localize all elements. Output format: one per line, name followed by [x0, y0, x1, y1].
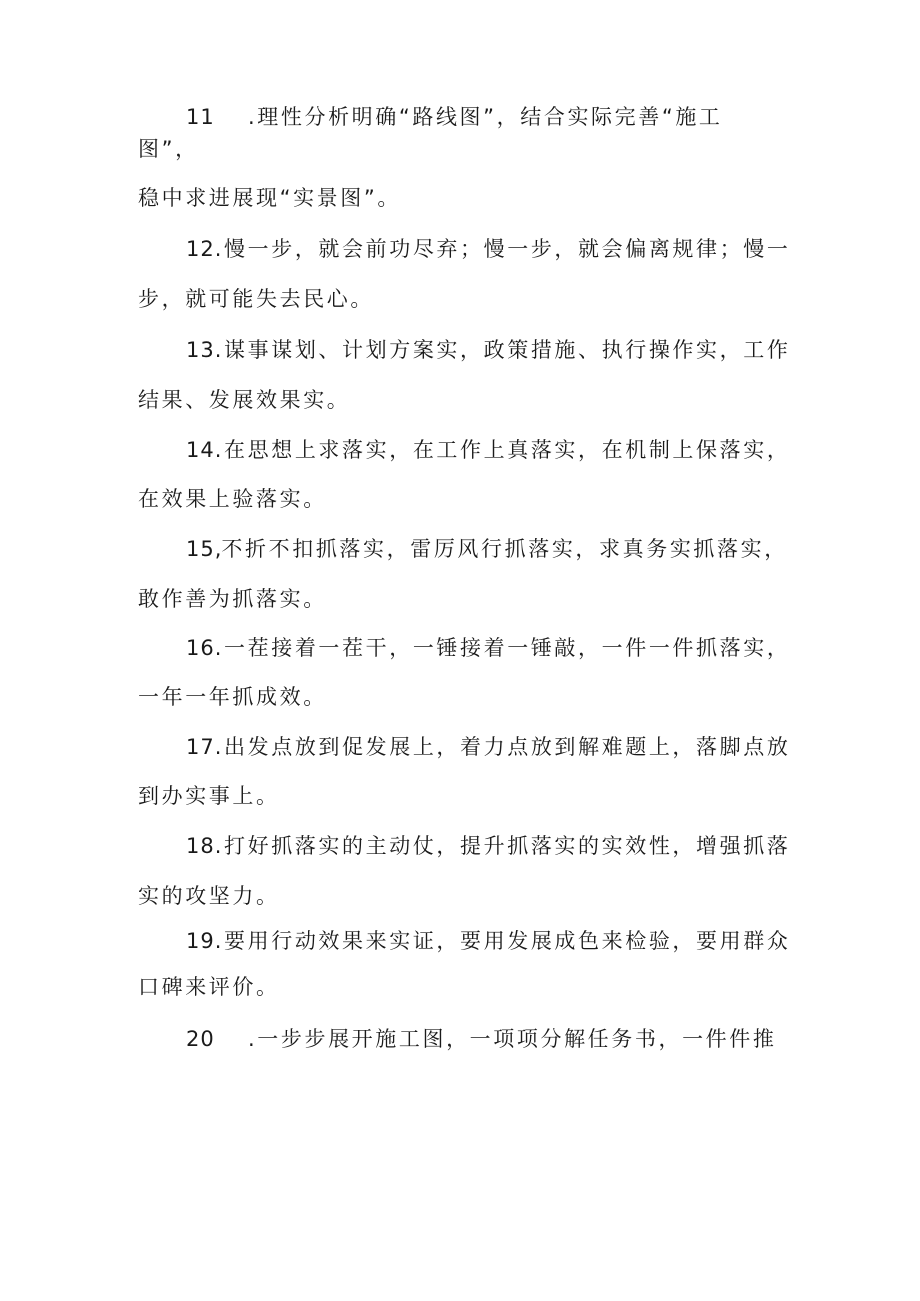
item-14-line-1	[186, 437, 790, 463]
item-separator: .	[214, 834, 225, 858]
item-number: 14	[186, 438, 215, 462]
item-12-line-1	[186, 236, 790, 262]
item-separator: .	[214, 636, 225, 660]
item-13-line-2: 结果、发展效果实。	[138, 388, 351, 412]
item-13-line-1	[186, 337, 790, 363]
item-text: 一步步展开施工图，一项项分解任务书，一件件推	[257, 1027, 777, 1051]
item-11-line-3: 稳中求进展现“实景图”。	[138, 186, 401, 210]
item-separator: .	[248, 1027, 258, 1051]
item-number: 20	[186, 1027, 215, 1051]
item-separator: .	[214, 438, 225, 462]
item-text: 理性分析明确“路线图”，结合实际完善“施工	[257, 105, 723, 129]
item-15-line-1	[186, 536, 788, 562]
item-text: 慢一步，就会前功尽弃；慢一步，就会偏离规律；慢一	[224, 237, 791, 261]
item-number: 16	[186, 636, 215, 660]
item-12-line-2: 步，就可能失去民心。	[138, 287, 374, 311]
item-15-line-2: 敢作善为抓落实。	[138, 587, 327, 611]
item-text: 谋事谋划、计划方案实，政策措施、执行操作实，工作	[224, 338, 791, 362]
item-text: 要用行动效果来实证，要用发展成色来检验，要用群众	[224, 929, 791, 953]
item-number: 12	[186, 237, 215, 261]
item-number: 19	[186, 929, 215, 953]
item-11-line-1	[186, 104, 723, 130]
item-16-line-1	[186, 635, 790, 661]
item-text: 不折不扣抓落实，雷厉风行抓落实，求真务实抓落实，	[221, 537, 788, 561]
item-text: 在思想上求落实，在工作上真落实，在机制上保落实，	[224, 438, 791, 462]
item-16-line-2: 一年一年抓成效。	[138, 685, 327, 709]
item-separator: .	[214, 735, 225, 759]
item-number: 18	[186, 834, 215, 858]
item-20-line-1	[186, 1026, 776, 1052]
item-number: 11	[186, 105, 215, 129]
item-separator: .	[214, 338, 225, 362]
item-text: 出发点放到促发展上，着力点放到解难题上，落脚点放	[224, 735, 791, 759]
item-separator: .	[248, 105, 258, 129]
item-text: 打好抓落实的主动仗，提升抓落实的实效性，增强抓落	[224, 834, 791, 858]
item-14-line-2: 在效果上验落实。	[138, 487, 327, 511]
item-17-line-1	[186, 734, 790, 760]
item-18-line-1	[186, 833, 790, 859]
item-11-line-2: 图”，	[138, 137, 199, 161]
item-text: 一茬接着一茬干，一锤接着一锤敲，一件一件抓落实，	[224, 636, 791, 660]
item-separator: .	[214, 929, 225, 953]
item-separator: ,	[214, 537, 222, 561]
item-18-line-2: 实的攻坚力。	[138, 884, 280, 908]
item-number: 15	[186, 537, 215, 561]
item-number: 17	[186, 735, 215, 759]
item-19-line-2: 口碑来评价。	[138, 975, 280, 999]
item-17-line-2: 到办实事上。	[138, 784, 280, 808]
item-19-line-1	[186, 928, 790, 954]
item-separator: .	[214, 237, 225, 261]
item-number: 13	[186, 338, 215, 362]
